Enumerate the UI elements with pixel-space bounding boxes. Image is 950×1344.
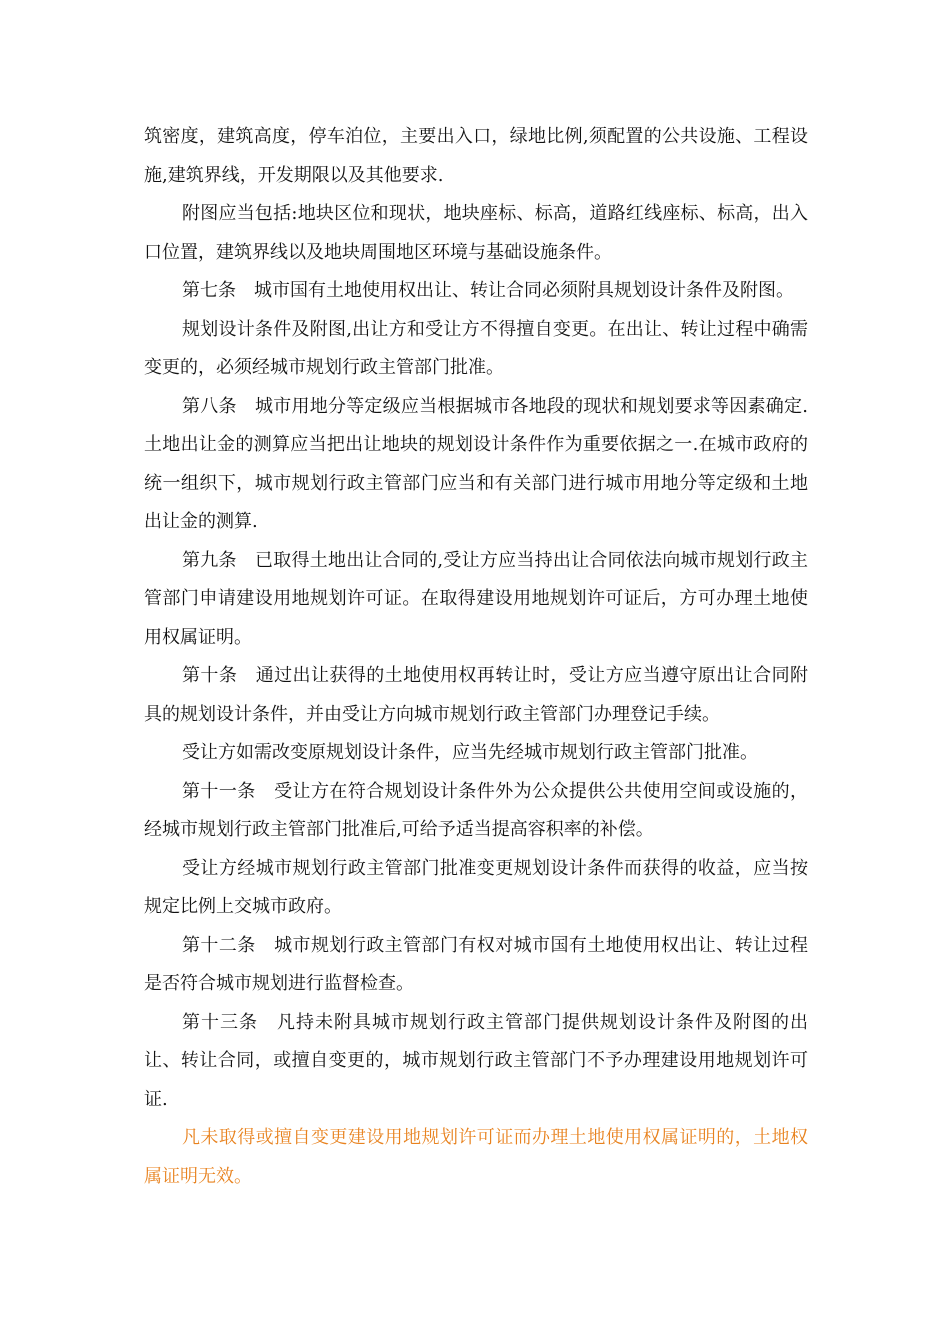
paragraph-article-13: 第十三条 凡持未附具城市规划行政主管部门提供规划设计条件及附图的出让、转让合同，或擅自变更的，城市规划行政主管部门不予办理建设用地规划许可证. <box>144 1011 808 1110</box>
paragraph-article-10-change: 受让方如需改变原规划设计条件，应当先经城市规划行政主管部门批准。 <box>182 742 758 763</box>
paragraph-article-8: 第八条 城市用地分等定级应当根据城市各地段的现状和规划要求等因素确定.土地出让金的测算应当把出让地块的规划设计条件作为重要依据之一.在城市政府的统一组织下，城市规划行政主管部门应当和有关部门进行城市用地分等定级和土地出让金的测算. <box>144 395 808 532</box>
paragraph-article-7-change: 规划设计条件及附图,出让方和受让方不得擅自变更。在出让、转让过程中确需变更的，必须经城市规划行政主管部门批准。 <box>144 318 808 378</box>
paragraph-article-13-invalid: 凡未取得或擅自变更建设用地规划许可证而办理土地使用权属证明的，土地权属证明无效。 <box>144 1127 808 1187</box>
paragraph-article-11-revenue: 受让方经城市规划行政主管部门批准变更规划设计条件而获得的收益，应当按规定比例上交城市政府。 <box>144 857 808 917</box>
paragraph-attachment-requirements: 附图应当包括:地块区位和现状，地块座标、标高，道路红线座标、标高，出入口位置，建筑界线以及地块周围地区环境与基础设施条件。 <box>144 203 808 263</box>
paragraph-article-12: 第十二条 城市规划行政主管部门有权对城市国有土地使用权出让、转让过程是否符合城市规划进行监督检查。 <box>144 934 808 994</box>
paragraph-continuation: 筑密度，建筑高度，停车泊位，主要出入口，绿地比例,须配置的公共设施、工程设施,建筑界线，开发期限以及其他要求. <box>144 126 808 186</box>
paragraph-article-10: 第十条 通过出让获得的土地使用权再转让时，受让方应当遵守原出让合同附具的规划设计条件，并由受让方向城市规划行政主管部门办理登记手续。 <box>144 665 808 725</box>
document-body <box>144 118 808 1196</box>
paragraph-article-7: 第七条 城市国有土地使用权出让、转让合同必须附具规划设计条件及附图。 <box>182 280 794 301</box>
paragraph-article-9: 第九条 已取得土地出让合同的,受让方应当持出让合同依法向城市规划行政主管部门申请建设用地规划许可证。在取得建设用地规划许可证后，方可办理土地使用权属证明。 <box>144 549 808 648</box>
paragraph-article-11: 第十一条 受让方在符合规划设计条件外为公众提供公共使用空间或设施的，经城市规划行政主管部门批准后,可给予适当提高容积率的补偿。 <box>144 780 808 840</box>
